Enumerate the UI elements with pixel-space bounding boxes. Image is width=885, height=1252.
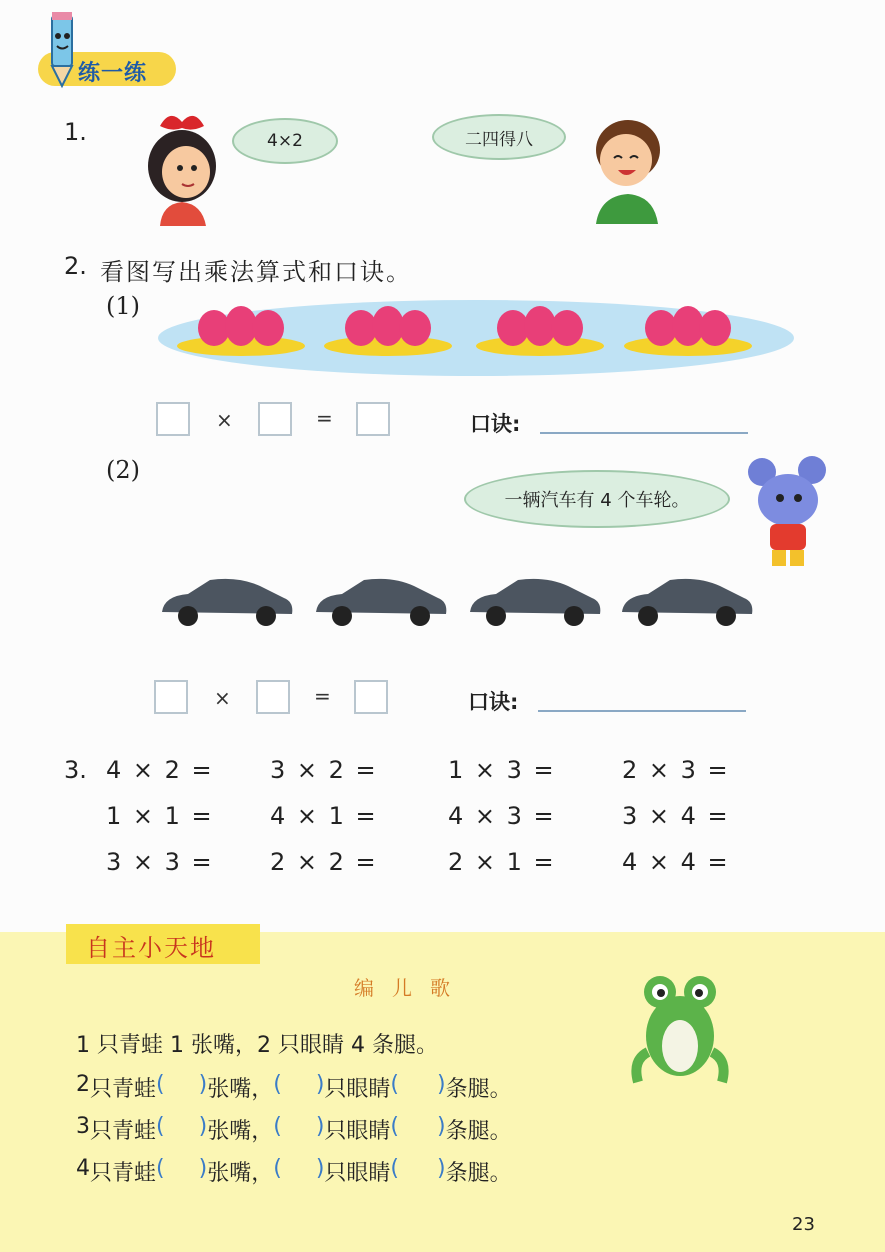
paren-close: ) (315, 1114, 325, 1139)
song-title: 编儿歌 (354, 976, 468, 1000)
song-line-3 (76, 1114, 512, 1145)
paren-close: ) (437, 1072, 446, 1097)
mouth-word: 张嘴， (207, 1161, 274, 1186)
paren-close: ) (198, 1156, 208, 1181)
equation: 4 × 1 = (270, 802, 378, 830)
paren-open: ( (156, 1072, 165, 1097)
song-line-4 (76, 1156, 512, 1187)
answer-box-product[interactable] (354, 680, 388, 714)
paren-open: ( (273, 1114, 282, 1139)
mouth-blank[interactable] (165, 1156, 199, 1187)
paren-close: ) (315, 1156, 325, 1181)
eyes-word: 只眼睛 (324, 1161, 391, 1186)
mouse-mascot-illustration (746, 452, 838, 570)
paren-close: ) (437, 1156, 446, 1181)
equation: 4 × 4 = (622, 848, 730, 876)
boy-illustration (584, 108, 674, 224)
equals-sign: = (316, 406, 333, 430)
mouse-speech-bubble: 一辆汽车有 4 个车轮。 (464, 470, 730, 528)
paren-close: ) (198, 1114, 208, 1139)
koujue-answer-line[interactable] (538, 710, 746, 712)
part-2-label: (2) (106, 456, 140, 484)
dragon-fruit-plates-illustration (156, 280, 796, 376)
equation: 2 × 2 = (270, 848, 378, 876)
song-line-2 (76, 1072, 512, 1103)
car (622, 579, 752, 626)
mouth-blank[interactable] (165, 1114, 199, 1145)
question-3-number: 3. (64, 756, 87, 784)
paren-close: ) (437, 1114, 446, 1139)
equation: 3 × 2 = (270, 756, 378, 784)
girl-speech-bubble: 4×2 (232, 118, 338, 164)
legs-word: 条腿。 (445, 1161, 512, 1186)
mouth-word: 张嘴， (207, 1077, 274, 1102)
equation: 4 × 2 = (106, 756, 214, 784)
legs-blank[interactable] (399, 1156, 437, 1187)
answer-box-product[interactable] (356, 402, 390, 436)
paren-close: ) (315, 1072, 325, 1097)
song-line-1: 1 只青蛙 1 张嘴，2 只眼睛 4 条腿。 (76, 1033, 438, 1058)
equation: 2 × 1 = (448, 848, 556, 876)
legs-blank[interactable] (399, 1114, 437, 1145)
boy-speech-bubble: 二四得八 (432, 114, 566, 160)
paren-open: ( (390, 1072, 400, 1097)
legs-word: 条腿。 (445, 1077, 512, 1102)
eyes-blank[interactable] (282, 1072, 316, 1103)
eyes-word: 只眼睛 (324, 1077, 391, 1102)
koujue-label: 口诀: (468, 690, 519, 714)
equation: 4 × 3 = (448, 802, 556, 830)
section-title: 练一练 (78, 61, 148, 86)
frog-count: 3 (76, 1114, 90, 1139)
cars-illustration (158, 572, 758, 632)
corner-title: 自主小天地 (86, 934, 216, 962)
frog-illustration (628, 972, 734, 1090)
paren-open: ( (273, 1072, 282, 1097)
eyes-word: 只眼睛 (324, 1119, 391, 1144)
frog-word: 只青蛙 (90, 1119, 157, 1144)
koujue-answer-line[interactable] (540, 432, 748, 434)
answer-box-factor-1[interactable] (154, 680, 188, 714)
equals-sign: = (314, 684, 331, 708)
frog-count: 4 (76, 1156, 90, 1181)
car (162, 579, 292, 626)
girl-illustration (140, 108, 230, 226)
frog-count: 2 (76, 1072, 90, 1097)
equation: 3 × 4 = (622, 802, 730, 830)
equation: 1 × 3 = (448, 756, 556, 784)
car (470, 579, 600, 626)
paren-open: ( (390, 1156, 400, 1181)
times-sign: × (214, 686, 231, 710)
answer-box-factor-2[interactable] (256, 680, 290, 714)
paren-open: ( (273, 1156, 282, 1181)
answer-box-factor-1[interactable] (156, 402, 190, 436)
answer-box-factor-2[interactable] (258, 402, 292, 436)
question-2-number: 2. (64, 252, 87, 280)
equation: 1 × 1 = (106, 802, 214, 830)
times-sign: × (216, 408, 233, 432)
frog-word: 只青蛙 (90, 1077, 157, 1102)
eyes-blank[interactable] (282, 1156, 316, 1187)
equation: 2 × 3 = (622, 756, 730, 784)
frog-word: 只青蛙 (90, 1161, 157, 1186)
mouth-blank[interactable] (165, 1072, 199, 1103)
koujue-label: 口诀: (470, 412, 521, 436)
paren-close: ) (198, 1072, 208, 1097)
page-number: 23 (792, 1214, 815, 1235)
mouth-word: 张嘴， (207, 1119, 274, 1144)
question-2-prompt: 看图写出乘法算式和口诀。 (100, 258, 412, 286)
paren-open: ( (390, 1114, 400, 1139)
legs-word: 条腿。 (445, 1119, 512, 1144)
eyes-blank[interactable] (282, 1114, 316, 1145)
paren-open: ( (156, 1156, 165, 1181)
car (316, 579, 446, 626)
part-1-label: (1) (106, 292, 140, 320)
paren-open: ( (156, 1114, 165, 1139)
legs-blank[interactable] (399, 1072, 437, 1103)
question-1-number: 1. (64, 118, 87, 146)
equation: 3 × 3 = (106, 848, 214, 876)
